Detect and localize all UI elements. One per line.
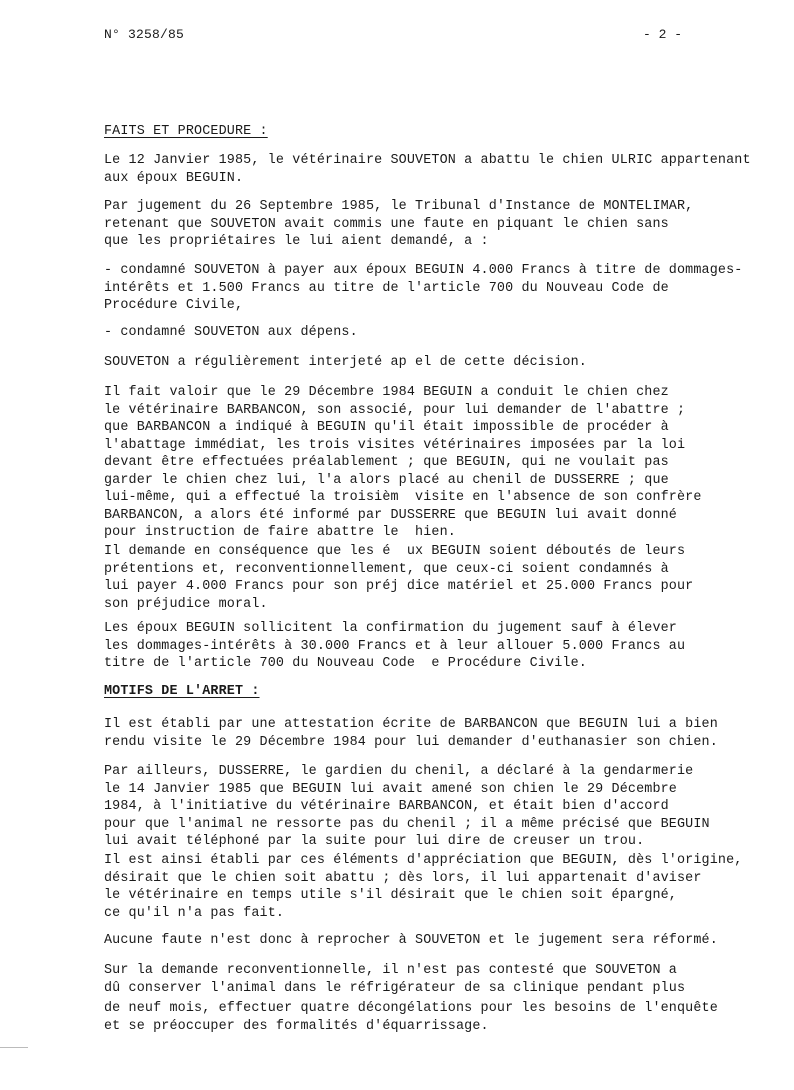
paragraph-appellant-arguments: Il fait valoir que le 29 Décembre 1984 BEGUIN a conduit le chien chez le vétérinaire BARBANCON, son associé, pour lui demander de l'abattre ; que BARBANCON a indiqué à BEGUIN qu'il était impossible de procéder à l'abattage immédiat, les trois visites vétérinaires imposées par la loi devant être effectuées préalablement ; que BEGUIN, qui ne voulait pas garder le chien chez lui, l'a alors placé au chenil de DUSSERRE ; que lui-même, qui a effectué la troisièm visite en l'absence de son confrère BARBANCON, a alors été informé par DUSSERRE que BEGUIN lui avait donné pour instruction de faire abattre le hien. — [104, 385, 702, 540]
section-heading-motifs: MOTIFS DE L'ARRET : — [104, 684, 260, 699]
section-heading-faits: FAITS ET PROCEDURE : — [104, 124, 268, 139]
paragraph-appeal: SOUVETON a régulièrement interjeté ap el de cette décision. — [104, 355, 587, 370]
paragraph-kennel-declaration: Par ailleurs, DUSSERRE, le gardien du chenil, a déclaré à la gendarmerie le 14 Janvier 1985 que BEGUIN lui avait amené son chien le 29 Décembre 1984, à l'initiative du vétérinaire BARBANCON, et était bien d'accord pour que l'animal ne ressorte pas du chenil ; il a même précisé que BEGUIN lui avait téléphoné par la suite pour lui dire de creuser un trou. — [104, 764, 710, 849]
case-reference-number: N° 3258/85 — [104, 27, 185, 42]
paragraph-counterclaim-ruling: Sur la demande reconventionnelle, il n'est pas contesté que SOUVETON a dû conserver l'animal dans le réfrigérateur de sa clinique pendant plus de neuf mois, effectuer quatre décongélations pour les besoins de l'enquête et se préoccuper des formalités d'équarrissage. — [104, 963, 718, 1034]
paragraph-counterclaim-request: Il demande en conséquence que les é ux BEGUIN soient déboutés de leurs prétentions et, reconventionnellement, que ceux-ci soient condamnés à lui payer 4.000 Francs pour son préj dice matériel et 25.000 Francs pour son préjudice moral. — [104, 544, 694, 612]
scan-artifact-mark — [0, 1047, 28, 1048]
paragraph-established-intent: Il est ainsi établi par ces éléments d'appréciation que BEGUIN, dès l'origine, désirait que le chien soit abattu ; dès lors, il lui appartenait d'aviser le vétérinaire en temps utile s'il désirait que le chien soit épargné, ce qu'il n'a pas fait. — [104, 853, 743, 921]
paragraph-respondents-request: Les époux BEGUIN sollicitent la confirmation du jugement sauf à élever les dommages-intérêts à 30.000 Francs et à leur allouer 5.000 Francs au titre de l'article 700 du Nouveau Code e Procédure Civile. — [104, 621, 686, 671]
paragraph-condemnation-damages: - condamné SOUVETON à payer aux époux BEGUIN 4.000 Francs à titre de dommages- intérêts et 1.500 Francs au titre de l'article 700 du Nouveau Code de Procédure Civile, — [104, 263, 743, 313]
paragraph-condemnation-costs: - condamné SOUVETON aux dépens. — [104, 325, 358, 340]
paragraph-facts-1: Le 12 Janvier 1985, le vétérinaire SOUVETON a abattu le chien ULRIC appartenant aux époux BEGUIN. — [104, 153, 751, 186]
paragraph-no-fault: Aucune faute n'est donc à reprocher à SOUVETON et le jugement sera réformé. — [104, 933, 718, 948]
page-number: - 2 - — [643, 27, 683, 42]
paragraph-attestation: Il est établi par une attestation écrite de BARBANCON que BEGUIN lui a bien rendu visite le 29 Décembre 1984 pour lui demander d'euthanasier son chien. — [104, 717, 718, 750]
paragraph-judgment: Par jugement du 26 Septembre 1985, le Tribunal d'Instance de MONTELIMAR, retenant que SOUVETON avait commis une faute en piquant le chien sans que les propriétaires le lui aient demandé, a : — [104, 199, 694, 249]
